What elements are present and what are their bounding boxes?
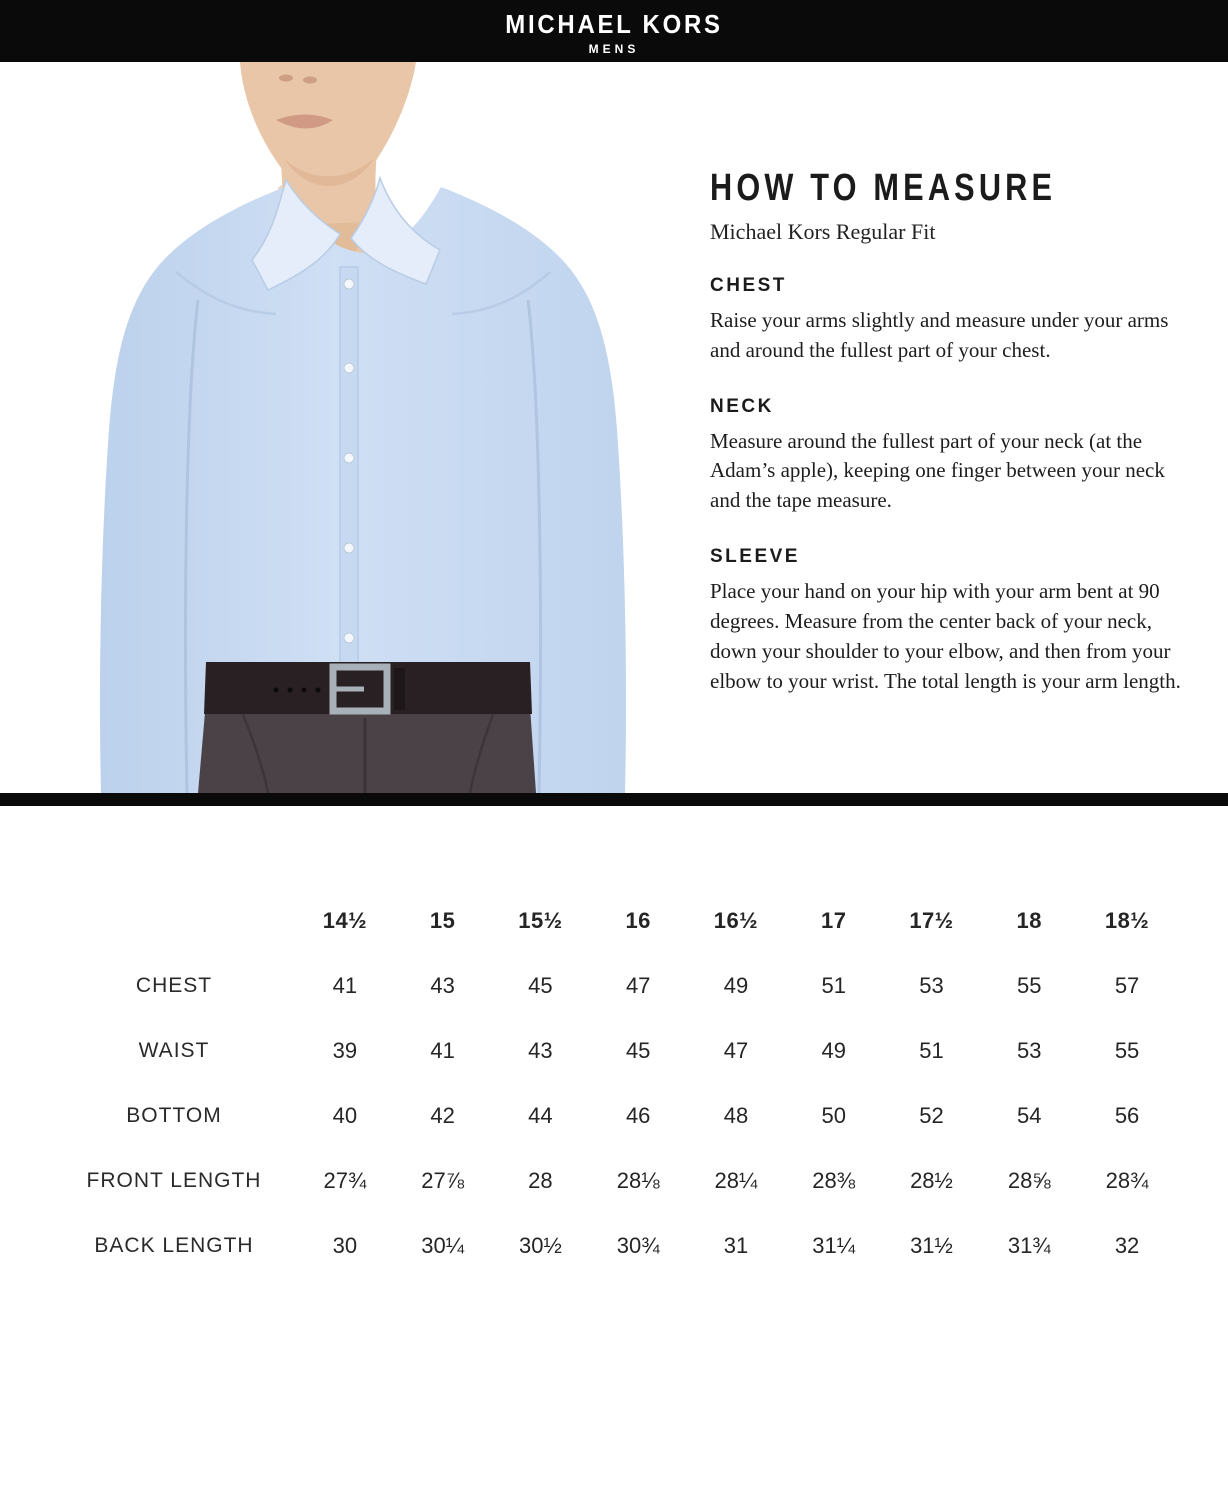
- size-value-cell: 31¾: [1007, 1232, 1051, 1258]
- size-value-cell: 28⅝: [1007, 1167, 1051, 1193]
- size-chart-row: [52, 1083, 1176, 1148]
- size-value-cell: 53: [1017, 1037, 1042, 1063]
- measure-guide: [710, 165, 1188, 696]
- shirt-button: [344, 363, 354, 373]
- belt-keeper: [394, 668, 405, 710]
- shirt-button: [344, 279, 354, 289]
- belt-hole: [302, 688, 307, 693]
- size-value-cell: 55: [1114, 1037, 1140, 1063]
- size-value-cell: 48: [723, 1102, 749, 1128]
- size-value-cell: 51: [821, 972, 846, 998]
- size-value-cell: 46: [625, 1102, 651, 1128]
- size-value-cell: 31½: [910, 1232, 953, 1258]
- shirt-button: [344, 453, 354, 463]
- sleeve-instructions: Place your hand on your hip with your arm bent at 90 degrees. Measure from the center back of your neck, down your shoulder to your elbow, and then from your elbow to your wrist. The total length is your arm length.: [710, 579, 1181, 693]
- size-value-cell: 50: [821, 1102, 846, 1128]
- size-value-cell: 56: [1114, 1102, 1140, 1128]
- size-value-cell: 45: [625, 1037, 651, 1063]
- nostril-left: [279, 75, 293, 82]
- size-column-header: 18: [1016, 907, 1042, 933]
- size-value-cell: 45: [528, 972, 553, 998]
- shirt-button: [344, 633, 354, 643]
- size-value-cell: 41: [332, 972, 358, 998]
- nostril-right: [303, 77, 317, 84]
- measurement-row-label: WAIST: [138, 1038, 210, 1062]
- size-value-cell: 52: [919, 1102, 944, 1128]
- belt-hole: [288, 688, 293, 693]
- size-column-header: 18½: [1104, 907, 1150, 933]
- guide-section-neck: [710, 396, 1188, 516]
- size-value-cell: 55: [1017, 972, 1042, 998]
- chest-heading: CHEST: [710, 275, 787, 296]
- size-chart-row: [52, 1213, 1176, 1278]
- brand-sub-label: MENS: [588, 42, 640, 56]
- model-photo: [80, 62, 700, 793]
- size-value-cell: 28⅛: [616, 1167, 660, 1193]
- shirt-button: [344, 543, 354, 553]
- size-value-cell: 47: [723, 1037, 749, 1063]
- size-value-cell: 53: [919, 972, 944, 998]
- size-column-header: 15½: [518, 907, 563, 933]
- size-value-cell: 57: [1114, 972, 1140, 998]
- guide-section-sleeve: [710, 546, 1188, 696]
- size-value-cell: 28½: [910, 1167, 953, 1193]
- size-value-cell: 30¼: [421, 1232, 465, 1258]
- size-value-cell: 41: [430, 1037, 455, 1063]
- size-column-header: 16½: [713, 907, 759, 933]
- guide-subtitle: Michael Kors Regular Fit: [710, 219, 936, 244]
- size-value-cell: 27⅞: [421, 1167, 465, 1193]
- measurement-row-label: FRONT LENGTH: [86, 1168, 262, 1192]
- section-divider: [0, 793, 1228, 806]
- model-illustration: [80, 62, 700, 793]
- neck-heading: NECK: [710, 395, 774, 417]
- measurement-row-label: BOTTOM: [126, 1103, 222, 1127]
- size-chart-corner: [52, 888, 296, 953]
- size-value-cell: 31: [723, 1232, 749, 1258]
- measure-section: [0, 62, 1228, 793]
- size-value-cell: 28¾: [1105, 1167, 1149, 1193]
- size-value-cell: 28¼: [714, 1167, 758, 1193]
- size-value-cell: 32: [1114, 1232, 1140, 1258]
- brand-header: [0, 0, 1228, 62]
- sleeve-heading: SLEEVE: [710, 546, 800, 568]
- size-chart-row: [52, 1148, 1176, 1213]
- size-value-cell: 30¾: [616, 1232, 660, 1258]
- size-value-cell: 30½: [519, 1232, 562, 1258]
- size-value-cell: 44: [528, 1102, 553, 1128]
- guide-title: HOW TO MEASURE: [710, 165, 1057, 208]
- size-value-cell: 28⅜: [812, 1167, 856, 1193]
- size-value-cell: 43: [430, 972, 455, 998]
- brand-logo: MICHAEL KORS: [505, 9, 723, 39]
- guide-section-chest: [710, 275, 1188, 366]
- size-value-cell: 49: [821, 1037, 846, 1063]
- size-value-cell: 49: [723, 972, 749, 998]
- size-value-cell: 43: [528, 1037, 553, 1063]
- size-chart-body: [52, 953, 1176, 1278]
- size-value-cell: 27¾: [323, 1167, 367, 1193]
- belt-hole: [274, 688, 279, 693]
- shirt-placket: [340, 267, 358, 679]
- neck-instructions: Measure around the fullest part of your neck (at the Adam’s apple), keeping one finger between your neck and the tape measure.: [710, 428, 1165, 513]
- size-value-cell: 28: [528, 1167, 553, 1193]
- size-column-header: 15: [429, 907, 456, 933]
- size-value-cell: 54: [1017, 1102, 1042, 1128]
- measurement-row-label: BACK LENGTH: [94, 1233, 254, 1257]
- belt-hole: [316, 688, 321, 693]
- size-chart-row: [52, 1018, 1176, 1083]
- size-value-cell: 51: [919, 1037, 944, 1063]
- size-chart-header-row: [52, 888, 1176, 953]
- size-chart-row: [52, 953, 1176, 1018]
- size-value-cell: 30: [332, 1232, 358, 1258]
- size-chart-section: [52, 888, 1176, 1278]
- size-value-cell: 31¼: [812, 1232, 856, 1258]
- size-column-header: 17: [820, 907, 847, 933]
- measurement-row-label: CHEST: [135, 973, 213, 997]
- size-chart-header: [52, 888, 1176, 953]
- size-chart-table: [52, 888, 1176, 1278]
- size-value-cell: 40: [332, 1102, 358, 1128]
- size-column-header: 16: [625, 907, 651, 933]
- size-value-cell: 39: [332, 1037, 358, 1063]
- chest-instructions: Raise your arms slightly and measure under your arms and around the fullest part of your chest.: [710, 308, 1169, 362]
- size-value-cell: 47: [625, 972, 651, 998]
- size-value-cell: 42: [430, 1102, 455, 1128]
- size-column-header: 14½: [322, 907, 368, 933]
- size-column-header: 17½: [909, 907, 954, 933]
